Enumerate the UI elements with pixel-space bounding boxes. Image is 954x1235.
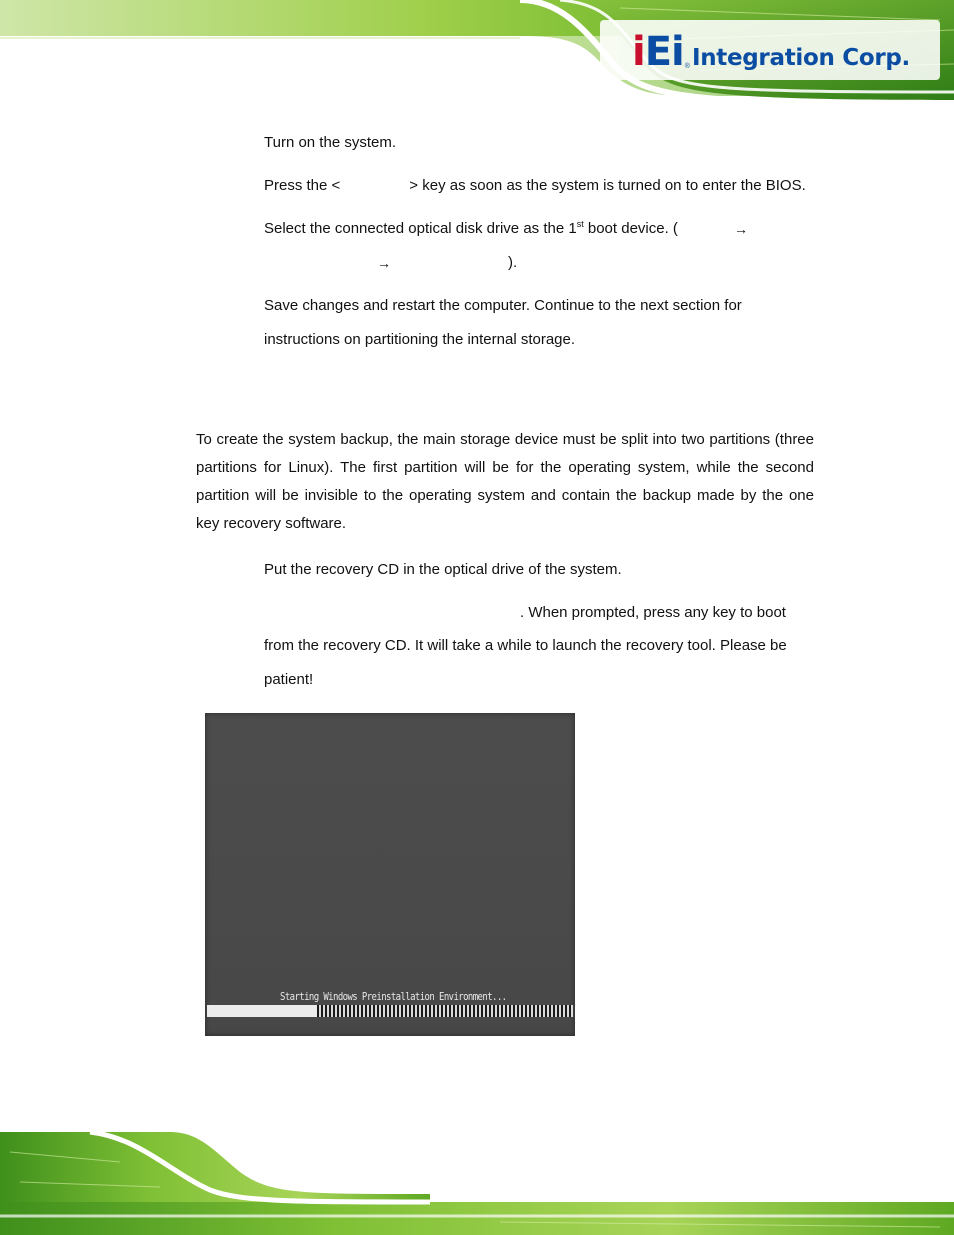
boot-progress-fill bbox=[207, 1005, 317, 1017]
arrow-icon: → bbox=[377, 255, 391, 271]
step-select-boot-device: Select the connected optical disk drive as the 1st boot device. ( bbox=[264, 219, 678, 237]
logo-registered: ® bbox=[684, 63, 690, 70]
step-turn-on: Turn on the system. bbox=[264, 134, 396, 151]
step-boot-cd: . When prompted, press any key to boot bbox=[520, 604, 786, 621]
arrow-icon: → bbox=[734, 221, 748, 237]
step-select-boot-device-end: ). bbox=[508, 254, 518, 271]
boot-progress-ticks bbox=[319, 1005, 573, 1017]
step-insert-cd: Put the recovery CD in the optical drive of the system. bbox=[264, 561, 622, 578]
company-logo bbox=[632, 28, 910, 75]
step-press-key: Press the < > key as soon as the system is turned on to enter the BIOS. bbox=[264, 177, 806, 194]
logo-company-name: Integration Corp. bbox=[691, 45, 910, 71]
step-boot-cd-end: patient! bbox=[264, 671, 314, 688]
boot-screen-screenshot bbox=[205, 713, 575, 1036]
step-save-changes: Save changes and restart the computer. Continue to the next section for bbox=[264, 297, 742, 314]
footer-banner bbox=[0, 1132, 954, 1235]
step-save-changes-cont: instructions on partitioning the internal storage. bbox=[264, 331, 576, 348]
step-boot-cd-cont: from the recovery CD. It will take a while to launch the recovery tool. Please be bbox=[264, 637, 787, 654]
boot-status-text: Starting Windows Preinstallation Environment... bbox=[280, 992, 507, 1004]
intro-paragraph: To create the system backup, the main storage device must be split into two partitions (three partitions for Linux). The first partition will be for the operating system, while the second partition will be invisible to the operating system and contain the backup made by the one key recovery software. bbox=[196, 431, 814, 532]
logo-mark: iEi bbox=[632, 29, 684, 75]
boot-progress-bar bbox=[207, 1005, 573, 1017]
